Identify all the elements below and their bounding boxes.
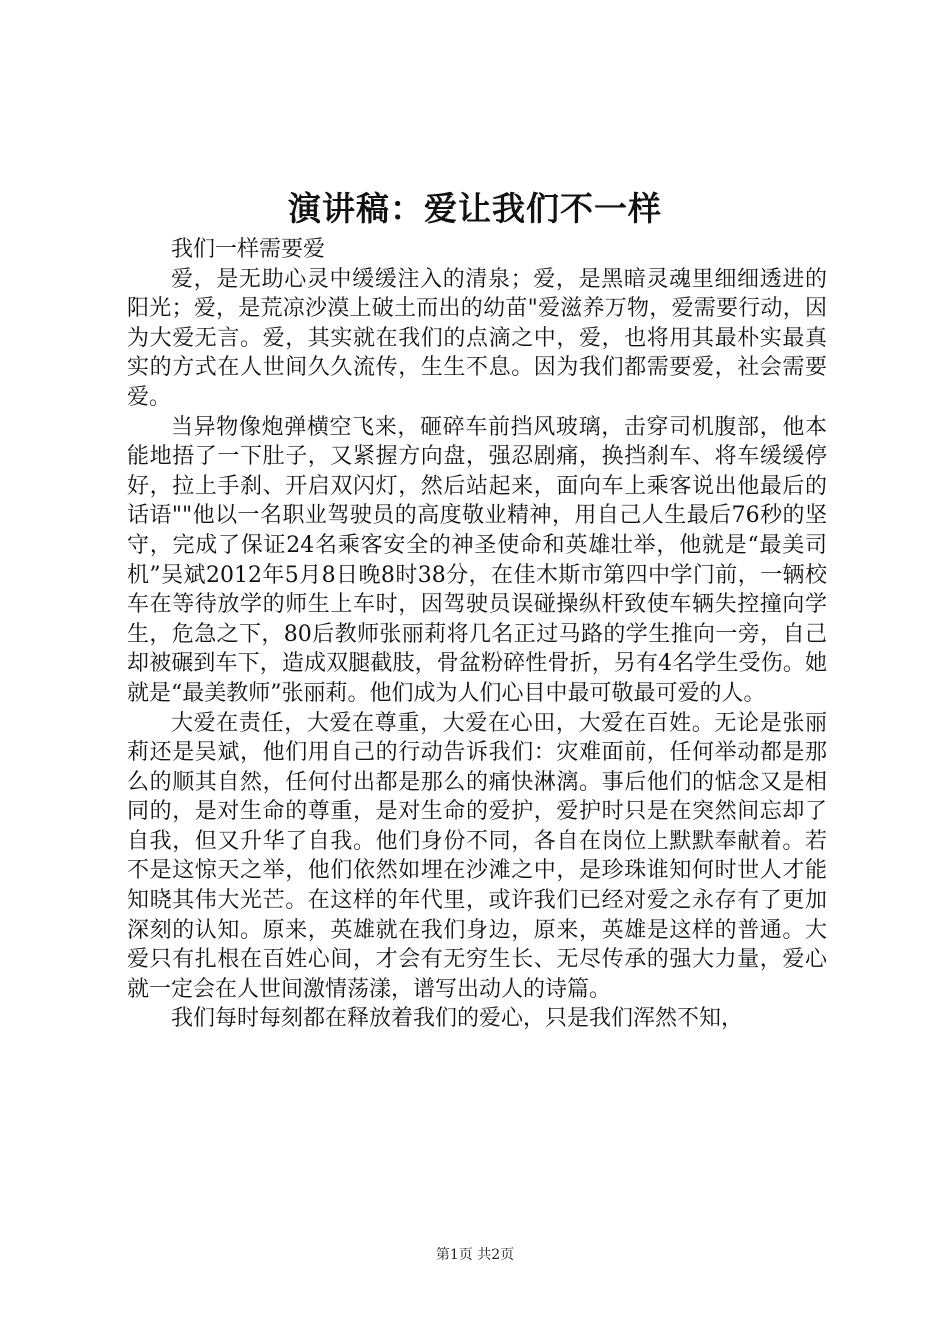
page-number-footer: 第1页 共2页 [435, 1247, 515, 1263]
paragraph-3: 当异物像炮弹横空飞来，砸碎车前挡风玻璃，击穿司机腹部，他本能地捂了一下肚子，又紧握方向盘，强忍剧痛，换挡刹车、将车缓缓停好，拉上手刹、开启双闪灯，然后站起来，面向车上乘客说出他最后的话语""他以一名职业驾驶员的高度敬业精神，用自己人生最后76秒的坚守，完成了保证24名乘客安全的神圣使命和英雄壮举，他就是“最美司机”吴斌2012年5月8日晚8时38分，在佳木斯市第四中学门前，一辆校车在等待放学的师生上车时，因驾驶员误碰操纵杆致使车辆失控撞向学生，危急之下，80后教师张丽莉将几名正过马路的学生推向一旁，自己却被碾到车下，造成双腿截肢，骨盆粉碎性骨折，另有4名学生受伤。她就是“最美教师”张丽莉。他们成为人们心目中最可敬最可爱的人。 [127, 414, 827, 706]
document-title: 演讲稿：爱让我们不一样 [288, 189, 662, 228]
paragraph-4: 大爱在责任，大爱在尊重，大爱在心田，大爱在百姓。无论是张丽莉还是吴斌，他们用自己的行动告诉我们：灾难面前，任何举动都是那么的顺其自然，任何付出都是那么的痛快淋漓。事后他们的惦念又是相同的，是对生命的尊重，是对生命的爱护，爱护时只是在突然间忘却了自我，但又升华了自我。他们身份不同，各自在岗位上默默奉献着。若不是这惊天之举，他们依然如埋在沙滩之中，是珍珠谁知何时世人才能知晓其伟大光芒。在这样的年代里，或许我们已经对爱之永存有了更加深刻的认知。原来，英雄就在我们身边，原来，英雄是这样的普通。大爱只有扎根在百姓心间，才会有无穷生长、无尽传承的强大力量，爱心就一定会在人世间激情荡漾，谱写出动人的诗篇。 [127, 710, 827, 1002]
document-body [127, 235, 827, 1034]
paragraph-1: 我们一样需要爱 [171, 237, 326, 262]
paragraph-2: 爱，是无助心灵中缓缓注入的清泉；爱，是黑暗灵魂里细细透进的阳光；爱，是荒凉沙漠上破土而出的幼苗"爱滋养万物，爱需要行动，因为大爱无言。爱，其实就在我们的点滴之中，爱，也将用其最朴实最真实的方式在人世间久久流传，生生不息。因为我们都需要爱，社会需要爱。 [127, 266, 827, 410]
paragraph-5: 我们每时每刻都在释放着我们的爱心，只是我们浑然不知， [171, 1006, 744, 1032]
